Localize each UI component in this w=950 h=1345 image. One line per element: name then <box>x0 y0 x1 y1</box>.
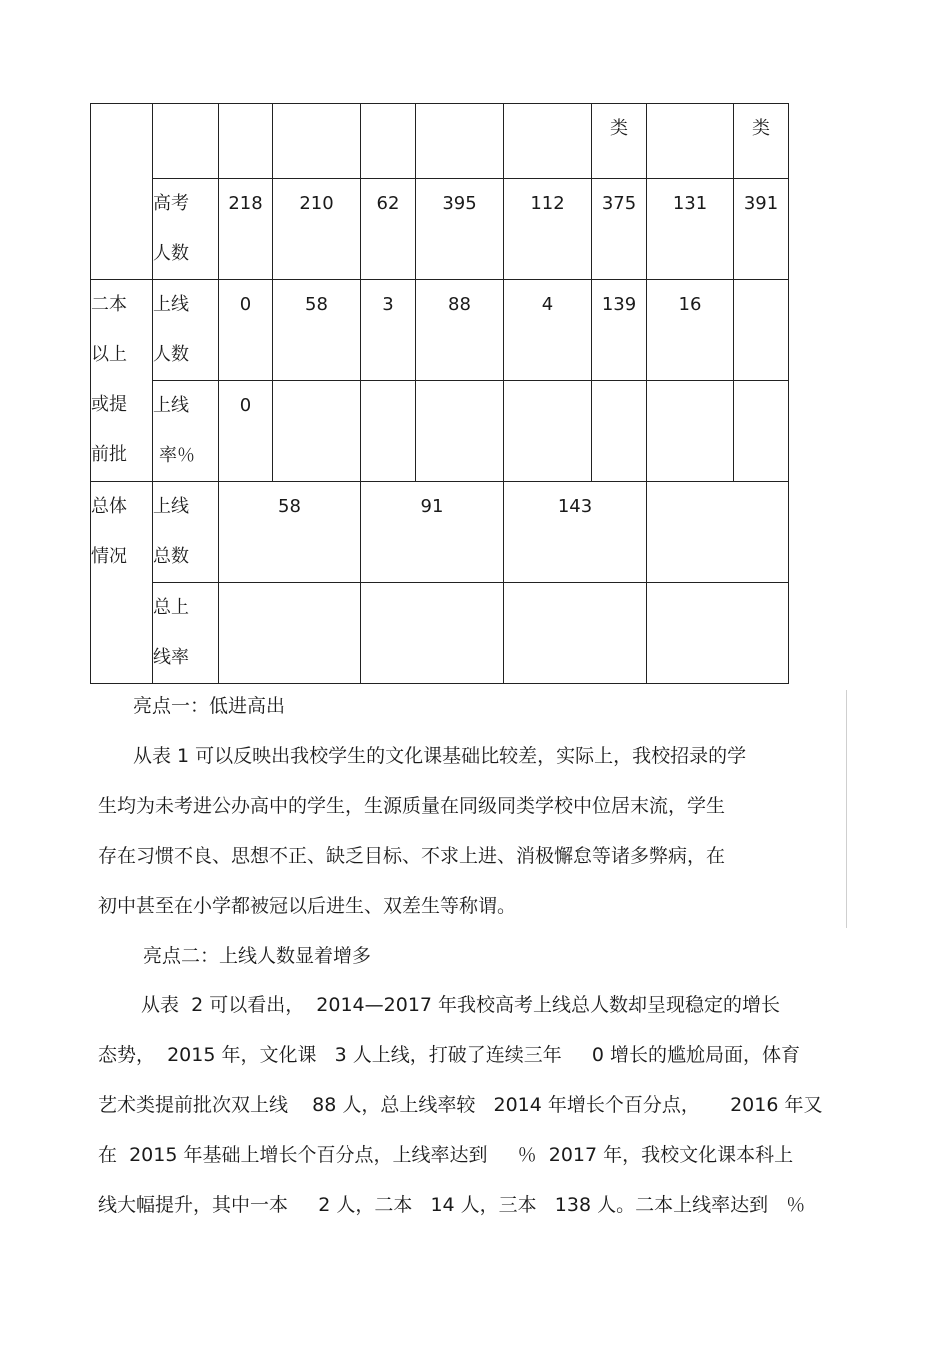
empty-cell <box>361 381 416 482</box>
row-label-line: 人数 <box>153 344 189 365</box>
value-cell: 4 <box>504 280 592 381</box>
table-row <box>91 482 789 583</box>
paragraph-line: 从表 2 可以看出， 2014—2017 年我校高考上线总人数却呈现稳定的增长 <box>141 994 781 1016</box>
table-row <box>91 583 789 684</box>
row-label-line: 上线 <box>153 294 189 315</box>
value-cell: 139 <box>592 280 647 381</box>
value-cell: 375 <box>592 179 647 280</box>
paragraph-line: 存在习惯不良、思想不正、缺乏目标、不求上进、消极懈怠等诸多弊病，在 <box>98 845 726 867</box>
row-label <box>153 381 219 482</box>
group-label <box>91 482 153 684</box>
value-cell: 112 <box>504 179 592 280</box>
row-label-line: 率％ <box>159 445 195 466</box>
value-cell: 0 <box>219 280 273 381</box>
group-label-line: 前批 <box>91 444 127 465</box>
value-cell: 0 <box>219 381 273 482</box>
group-label-line: 二本 <box>91 294 127 315</box>
category-cell: 类 <box>734 104 789 179</box>
total-cell: 143 <box>504 482 647 583</box>
empty-cell <box>647 104 734 179</box>
paragraph-line: 初中甚至在小学都被冠以后进生、双差生等称谓。 <box>98 895 517 917</box>
value-cell: 395 <box>416 179 504 280</box>
value-cell: 58 <box>273 280 361 381</box>
row-label <box>153 280 219 381</box>
row-label-line: 高考 <box>153 193 189 214</box>
empty-cell <box>504 381 592 482</box>
empty-cell <box>153 104 219 179</box>
empty-cell <box>361 104 416 179</box>
total-cell: 91 <box>361 482 504 583</box>
row-label-line: 线率 <box>153 647 189 668</box>
empty-cell <box>734 381 789 482</box>
group-label <box>91 280 153 482</box>
empty-cell <box>416 381 504 482</box>
paragraph-line: 生均为未考进公办高中的学生，生源质量在同级同类学校中位居末流，学生 <box>98 795 726 817</box>
row-label-line: 总数 <box>153 546 189 567</box>
empty-cell <box>504 104 592 179</box>
paragraph-line: 在 2015 年基础上增长个百分点，上线率达到 ％ 2017 年，我校文化课本科上 <box>98 1144 794 1166</box>
paragraph-line: 线大幅提升，其中一本 2 人，二本 14 人，三本 138 人。二本上线率达到 ％ <box>98 1194 806 1216</box>
category-cell: 类 <box>592 104 647 179</box>
paragraph-line: 艺术类提前批次双上线 88 人，总上线率较 2014 年增长个百分点， 2016 年又 <box>98 1094 823 1116</box>
table-row <box>91 104 789 179</box>
row-label-line: 人数 <box>153 243 189 264</box>
table-row <box>91 280 789 381</box>
margin-rule <box>846 690 847 928</box>
paragraph-line: 态势， 2015 年，文化课 3 人上线，打破了连续三年 0 增长的尴尬局面，体育 <box>98 1044 801 1066</box>
group-label-line: 情况 <box>91 546 127 567</box>
empty-cell <box>416 104 504 179</box>
value-cell: 391 <box>734 179 789 280</box>
value-cell: 218 <box>219 179 273 280</box>
value-cell: 3 <box>361 280 416 381</box>
row-label-line: 总上 <box>153 597 189 618</box>
value-cell: 131 <box>647 179 734 280</box>
value-cell <box>734 280 789 381</box>
section-heading: 亮点一：低进高出 <box>133 695 286 717</box>
value-cell: 62 <box>361 179 416 280</box>
row-label <box>153 179 219 280</box>
total-cell <box>647 482 789 583</box>
empty-cell <box>361 583 504 684</box>
empty-cell <box>647 381 734 482</box>
empty-cell <box>504 583 647 684</box>
value-cell: 210 <box>273 179 361 280</box>
row-label-line: 上线 <box>153 395 189 416</box>
empty-cell <box>219 583 361 684</box>
value-cell: 16 <box>647 280 734 381</box>
empty-cell <box>219 104 273 179</box>
empty-cell <box>592 381 647 482</box>
row-label <box>153 583 219 684</box>
group-label-line: 总体 <box>91 496 127 517</box>
table-row <box>91 381 789 482</box>
group-label-line: 或提 <box>91 394 127 415</box>
value-cell: 88 <box>416 280 504 381</box>
empty-cell <box>273 104 361 179</box>
empty-cell <box>273 381 361 482</box>
row-label-line: 上线 <box>153 496 189 517</box>
results-table <box>90 103 789 684</box>
empty-cell <box>91 104 153 280</box>
row-label <box>153 482 219 583</box>
table-row <box>91 179 789 280</box>
group-label-line: 以上 <box>91 344 127 365</box>
empty-cell <box>647 583 789 684</box>
paragraph-line: 从表 1 可以反映出我校学生的文化课基础比较差，实际上，我校招录的学 <box>133 745 747 767</box>
section-heading: 亮点二：上线人数显着增多 <box>143 945 372 967</box>
total-cell: 58 <box>219 482 361 583</box>
